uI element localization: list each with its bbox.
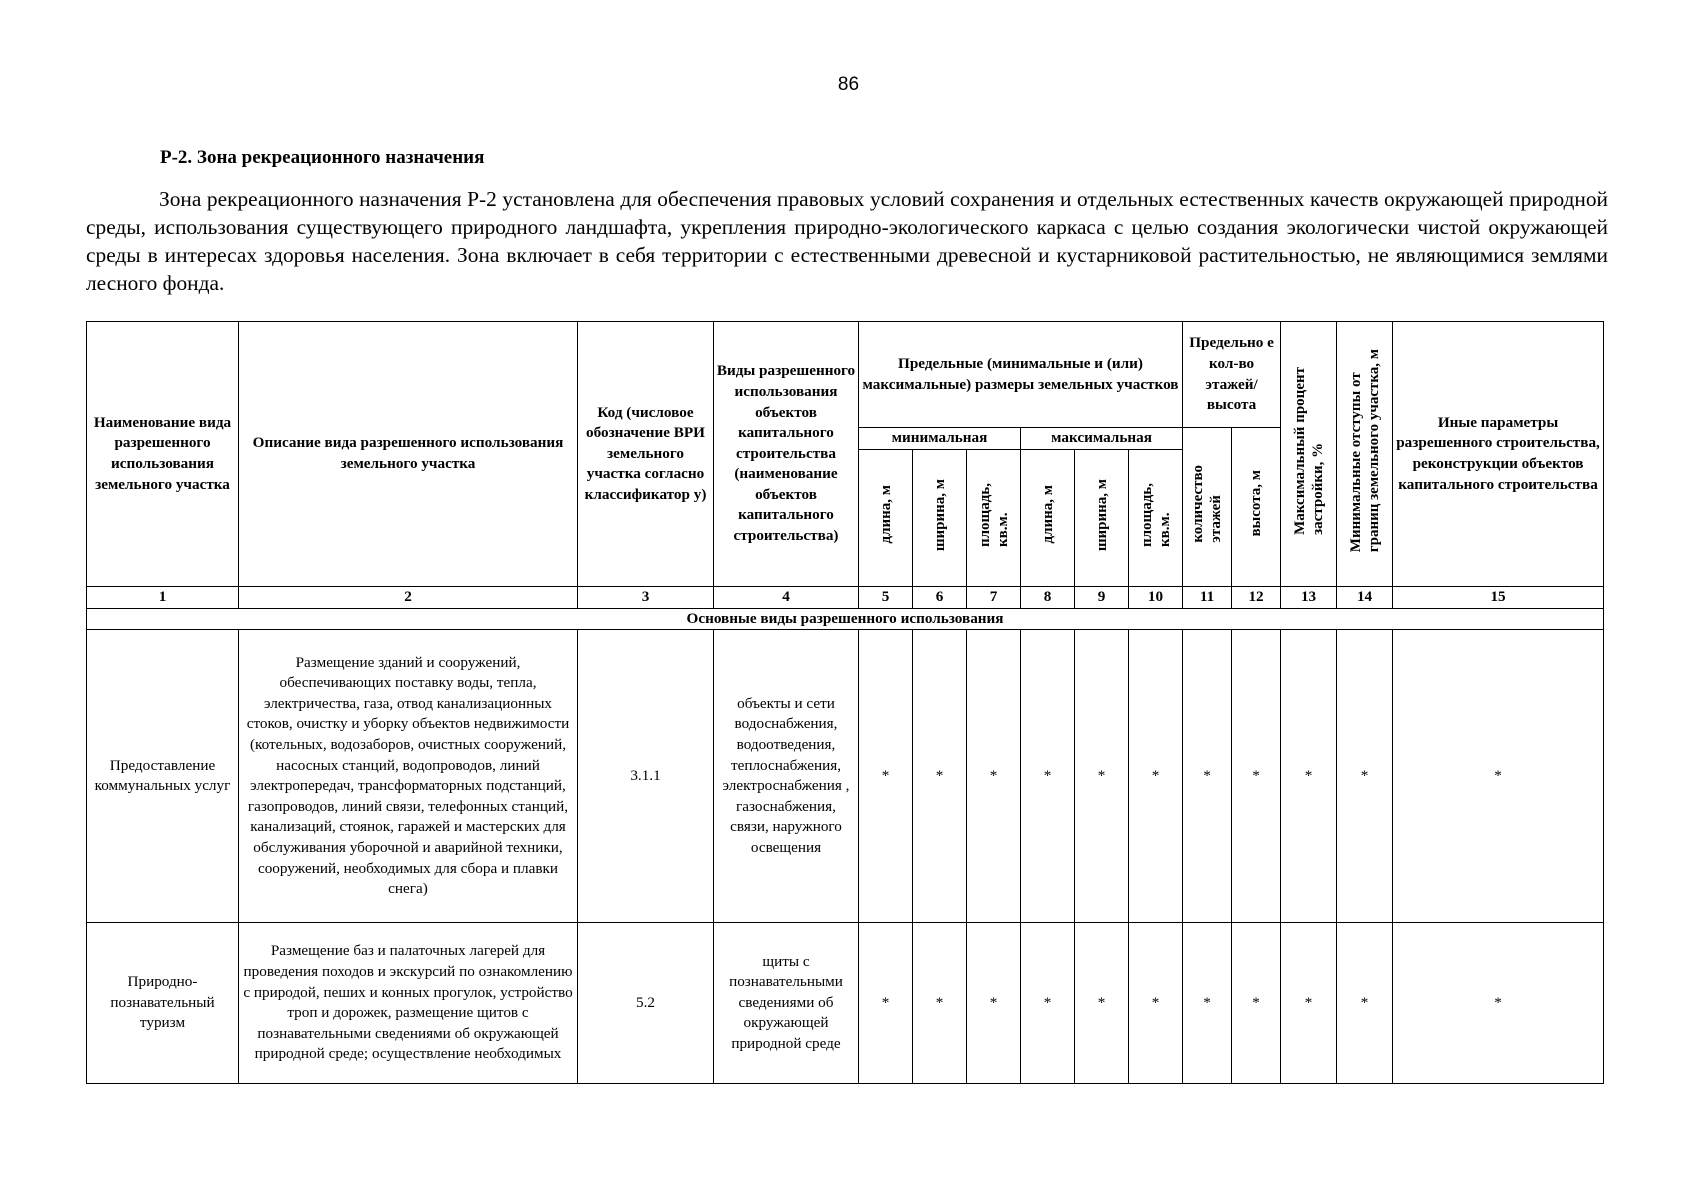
header-max-coverage bbox=[1281, 322, 1337, 587]
row-value: * bbox=[967, 923, 1021, 1084]
header-min-area bbox=[967, 450, 1021, 587]
row-value: * bbox=[1129, 630, 1183, 923]
header-floors-height: Предельно е кол-во этажей/ высота bbox=[1183, 322, 1281, 428]
header-maximal: максимальная bbox=[1021, 428, 1183, 450]
header-max-length-label: длина, м bbox=[1039, 485, 1056, 544]
row-code: 3.1.1 bbox=[578, 630, 714, 923]
header-minimal: минимальная bbox=[859, 428, 1021, 450]
row-value: * bbox=[1337, 630, 1393, 923]
header-height-label: высота, м bbox=[1248, 470, 1265, 537]
header-name: Наименование вида разрешенного использования земельного участка bbox=[87, 322, 239, 587]
row-value: * bbox=[1232, 923, 1281, 1084]
row-objects: объекты и сети водоснабжения, водоотведения, теплоснабжения, электроснабжения , газоснабжения, связи, наружного освещения bbox=[714, 630, 859, 923]
row-description: Размещение зданий и сооружений, обеспечивающих поставку воды, тепла, электричества, газа, отвод канализационных стоков, очистку и уборку объектов недвижимости (котельных, водозаборов, очистных сооружений, насосных станций, водопроводов, линий электропередач, трансформаторных подстанций, газопроводов, линий связи, телефонных станций, канализаций, стоянок, гаражей и мастерских для обслуживания уборочной и аварийной техники, сооружений, необходимых для сбора и плавки снега) bbox=[239, 630, 578, 923]
column-number: 12 bbox=[1232, 587, 1281, 609]
column-number: 5 bbox=[859, 587, 913, 609]
header-max-width-label: ширина, м bbox=[1093, 478, 1110, 551]
header-min-length bbox=[859, 450, 913, 587]
intro-paragraph: Зона рекреационного назначения Р-2 установлена для обеспечения правовых условий сохранения и отдельных естественных качеств окружающей природной среды, использования существующего природного ландшафта, укрепления природно-экологического каркаса с целью создания экологически чистой окружающей среды в интересах здоровья населения. Зона включает в себя территории с естественными древесной и кустарниковой растительностью, не являющимися землями лесного фонда. bbox=[86, 187, 1608, 295]
row-value: * bbox=[1337, 923, 1393, 1084]
row-name: Предоставление коммунальных услуг bbox=[87, 630, 239, 923]
row-value: * bbox=[1183, 630, 1232, 923]
row-value: * bbox=[913, 923, 967, 1084]
table-row bbox=[87, 923, 1604, 1084]
header-code: Код (числовое обозначение ВРИ земельного участка согласно классификатор у) bbox=[578, 322, 714, 587]
row-code: 5.2 bbox=[578, 923, 714, 1084]
header-floors-count bbox=[1183, 428, 1232, 587]
column-number: 7 bbox=[967, 587, 1021, 609]
row-value: * bbox=[1021, 923, 1075, 1084]
section-heading: Р-2. Зона рекреационного назначения bbox=[160, 147, 485, 168]
row-value: * bbox=[967, 630, 1021, 923]
header-max-length bbox=[1021, 450, 1075, 587]
header-max-coverage-label: Максимальный процент застройки, % bbox=[1291, 366, 1326, 535]
column-number: 1 bbox=[87, 587, 239, 609]
column-number: 15 bbox=[1393, 587, 1604, 609]
row-value: * bbox=[1075, 630, 1129, 923]
row-objects: щиты с познавательными сведениями об окружающей природной среде bbox=[714, 923, 859, 1084]
header-max-area bbox=[1129, 450, 1183, 587]
header-min-setbacks bbox=[1337, 322, 1393, 587]
header-description: Описание вида разрешенного использования земельного участка bbox=[239, 322, 578, 587]
header-floors-count-label: количество этажей bbox=[1190, 464, 1225, 543]
column-number: 14 bbox=[1337, 587, 1393, 609]
row-value: * bbox=[1183, 923, 1232, 1084]
header-height bbox=[1232, 428, 1281, 587]
header-min-length-label: длина, м bbox=[877, 485, 894, 544]
row-name: Природно-познавательный туризм bbox=[87, 923, 239, 1084]
column-number: 13 bbox=[1281, 587, 1337, 609]
header-min-area-label: площадь, кв.м. bbox=[976, 482, 1011, 547]
header-max-width bbox=[1075, 450, 1129, 587]
column-number: 10 bbox=[1129, 587, 1183, 609]
row-value: * bbox=[913, 630, 967, 923]
column-number: 6 bbox=[913, 587, 967, 609]
header-other-params: Иные параметры разрешенного строительства, реконструкции объектов капитального строительства bbox=[1393, 322, 1604, 587]
row-value: * bbox=[859, 630, 913, 923]
row-description: Размещение баз и палаточных лагерей для проведения походов и экскурсий по ознакомлению с природой, пеших и конных прогулок, устройство троп и дорожек, размещение щитов с познавательными сведениями об окружающей природной среде; осуществление необходимых bbox=[239, 923, 578, 1084]
header-objects: Виды разрешенного использования объектов капитального строительства (наименование объектов капитального строительства) bbox=[714, 322, 859, 587]
column-number: 8 bbox=[1021, 587, 1075, 609]
header-min-width-label: ширина, м bbox=[931, 478, 948, 551]
row-value: * bbox=[1232, 630, 1281, 923]
header-max-area-label: площадь, кв.м. bbox=[1138, 482, 1173, 547]
row-value: * bbox=[1075, 923, 1129, 1084]
page-number: 86 bbox=[837, 74, 860, 95]
section-title: Основные виды разрешенного использования bbox=[87, 608, 1604, 630]
row-value: * bbox=[1129, 923, 1183, 1084]
header-plot-sizes: Предельные (минимальные и (или) максимальные) размеры земельных участков bbox=[859, 322, 1183, 428]
row-value: * bbox=[1393, 630, 1604, 923]
table-row bbox=[87, 630, 1604, 923]
column-number: 4 bbox=[714, 587, 859, 609]
header-min-width bbox=[913, 450, 967, 587]
zone-regulations-table bbox=[86, 321, 1604, 1084]
column-numbers-row bbox=[87, 587, 1604, 609]
header-min-setbacks-label: Минимальные отступы от границ земельного участка, м bbox=[1347, 349, 1382, 553]
column-number: 11 bbox=[1183, 587, 1232, 609]
row-value: * bbox=[1281, 923, 1337, 1084]
column-number: 3 bbox=[578, 587, 714, 609]
row-value: * bbox=[859, 923, 913, 1084]
row-value: * bbox=[1281, 630, 1337, 923]
section-row bbox=[87, 608, 1604, 630]
column-number: 9 bbox=[1075, 587, 1129, 609]
row-value: * bbox=[1021, 630, 1075, 923]
column-number: 2 bbox=[239, 587, 578, 609]
row-value: * bbox=[1393, 923, 1604, 1084]
